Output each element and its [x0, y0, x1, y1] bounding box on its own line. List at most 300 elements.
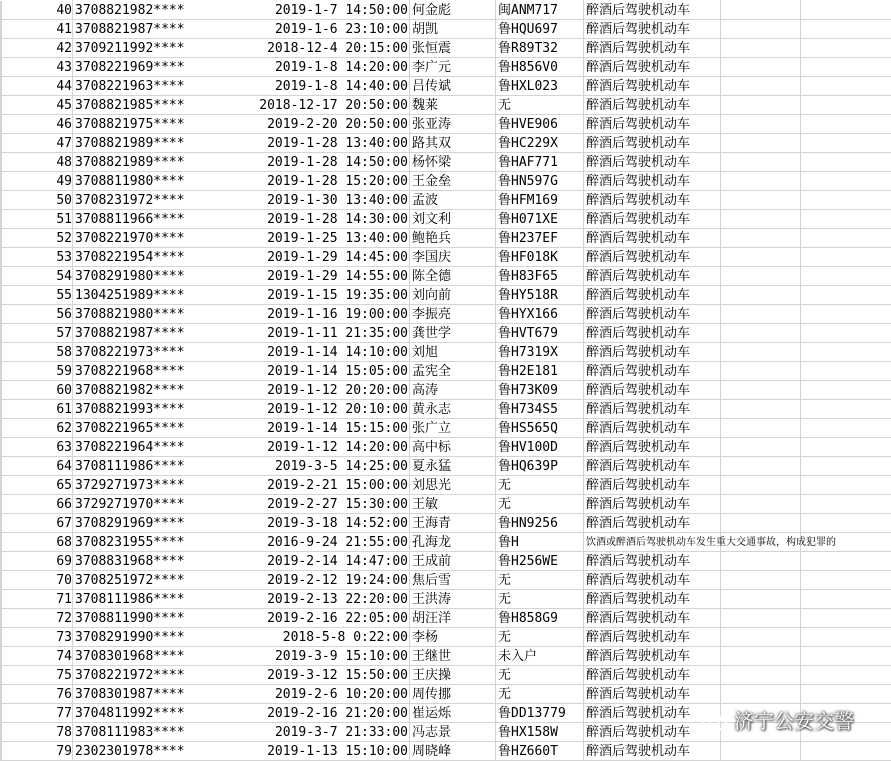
cell-row-number[interactable]: 59	[56, 364, 72, 379]
cell-datetime[interactable]: 2019-2-14 14:47:00	[267, 554, 408, 569]
cell-plate[interactable]: 鲁HYX166	[498, 307, 558, 322]
table-row[interactable]	[0, 115, 891, 134]
cell-id-number[interactable]: 3708301987****	[75, 687, 185, 702]
cell-name[interactable]: 张亚涛	[412, 117, 452, 132]
cell-violation[interactable]: 醉酒后驾驶机动车	[586, 421, 691, 436]
table-row[interactable]	[0, 381, 891, 400]
table-row[interactable]	[0, 96, 891, 115]
cell-id-number[interactable]: 3708821987****	[75, 326, 185, 341]
cell-plate[interactable]: 鲁HN597G	[498, 174, 558, 189]
cell-id-number[interactable]: 3708811980****	[75, 174, 185, 189]
cell-plate[interactable]: 鲁H73K09	[498, 383, 558, 398]
table-row[interactable]	[0, 77, 891, 96]
cell-row-number[interactable]: 48	[56, 155, 72, 170]
cell-plate[interactable]: 闽ANM717	[498, 3, 558, 18]
cell-datetime[interactable]: 2019-1-29 14:55:00	[267, 269, 408, 284]
cell-plate[interactable]: 无	[498, 630, 512, 645]
cell-datetime[interactable]: 2018-5-8 0:22:00	[282, 630, 408, 645]
row-header-edge	[0, 153, 2, 172]
cell-plate[interactable]: 鲁HFM169	[498, 193, 558, 208]
row-header-edge	[0, 39, 2, 58]
cell-id-number[interactable]: 3708291969****	[75, 516, 185, 531]
cell-plate[interactable]: 无	[498, 478, 512, 493]
cell-name[interactable]: 胡凯	[412, 22, 439, 37]
table-row[interactable]	[0, 571, 891, 590]
cell-id-number[interactable]: 3708811990****	[75, 611, 185, 626]
cell-datetime[interactable]: 2019-1-13 15:10:00	[267, 744, 408, 759]
cell-plate[interactable]: 鲁HZ660T	[498, 744, 558, 759]
cell-row-number[interactable]: 56	[56, 307, 72, 322]
table-row[interactable]	[0, 20, 891, 39]
cell-id-number[interactable]: 3708821982****	[75, 3, 185, 18]
cell-violation[interactable]: 醉酒后驾驶机动车	[586, 288, 691, 303]
cell-name[interactable]: 魏莱	[412, 98, 439, 113]
cell-row-number[interactable]: 78	[56, 725, 72, 740]
cell-row-number[interactable]: 44	[56, 79, 72, 94]
table-row[interactable]	[0, 39, 891, 58]
cell-violation[interactable]: 醉酒后驾驶机动车	[586, 402, 691, 417]
row-header-edge	[0, 115, 2, 134]
cell-row-number[interactable]: 67	[56, 516, 72, 531]
cell-name[interactable]: 吕传斌	[412, 79, 452, 94]
cell-plate[interactable]: 鲁HVE906	[498, 117, 558, 132]
cell-name[interactable]: 崔运烁	[412, 706, 452, 721]
row-header-edge	[0, 96, 2, 115]
cell-datetime[interactable]: 2019-1-8 14:40:00	[274, 79, 408, 94]
row-header-edge	[0, 742, 2, 761]
cell-datetime[interactable]: 2019-3-18 14:52:00	[267, 516, 408, 531]
table-row[interactable]	[0, 210, 891, 229]
cell-datetime[interactable]: 2019-3-9 15:10:00	[274, 649, 408, 664]
cell-plate[interactable]: 无	[498, 497, 512, 512]
cell-name[interactable]: 李振亮	[412, 307, 452, 322]
table-row[interactable]	[0, 172, 891, 191]
table-row[interactable]	[0, 343, 891, 362]
cell-row-number[interactable]: 54	[56, 269, 72, 284]
cell-row-number[interactable]: 47	[56, 136, 72, 151]
cell-name[interactable]: 王金垒	[412, 174, 452, 189]
cell-row-number[interactable]: 40	[56, 3, 72, 18]
row-header-edge	[0, 514, 2, 533]
cell-name[interactable]: 王庆操	[412, 668, 452, 683]
cell-name[interactable]: 张广立	[412, 421, 452, 436]
row-header-edge	[0, 400, 2, 419]
cell-violation[interactable]: 醉酒后驾驶机动车	[586, 497, 691, 512]
cell-name[interactable]: 周晓峰	[412, 744, 452, 759]
cell-row-number[interactable]: 53	[56, 250, 72, 265]
cell-datetime[interactable]: 2019-2-12 19:24:00	[267, 573, 408, 588]
cell-id-number[interactable]: 3708821989****	[75, 136, 185, 151]
cell-row-number[interactable]: 77	[56, 706, 72, 721]
cell-violation[interactable]: 醉酒后驾驶机动车	[586, 611, 691, 626]
cell-id-number[interactable]: 3729271970****	[75, 497, 185, 512]
cell-name[interactable]: 孔海龙	[412, 535, 452, 550]
cell-name[interactable]: 李国庆	[412, 250, 452, 265]
cell-violation[interactable]: 醉酒后驾驶机动车	[586, 212, 691, 227]
cell-id-number[interactable]: 3708221965****	[75, 421, 185, 436]
table-row[interactable]	[0, 362, 891, 381]
cell-plate[interactable]: 鲁HVT679	[498, 326, 558, 341]
cell-name[interactable]: 孟波	[412, 193, 439, 208]
cell-name[interactable]: 陈全德	[412, 269, 452, 284]
cell-plate[interactable]: 鲁HV100D	[498, 440, 558, 455]
cell-violation[interactable]: 醉酒后驾驶机动车	[586, 155, 691, 170]
cell-id-number[interactable]: 3708821989****	[75, 155, 185, 170]
cell-row-number[interactable]: 45	[56, 98, 72, 113]
cell-name[interactable]: 冯志景	[412, 725, 452, 740]
cell-datetime[interactable]: 2019-1-7 14:50:00	[274, 3, 408, 18]
cell-plate[interactable]: 鲁H071XE	[498, 212, 558, 227]
cell-violation[interactable]: 醉酒后驾驶机动车	[586, 687, 691, 702]
cell-name[interactable]: 高中标	[412, 440, 452, 455]
cell-id-number[interactable]: 3708111986****	[75, 592, 185, 607]
table-row[interactable]	[0, 134, 891, 153]
cell-name[interactable]: 高涛	[412, 383, 439, 398]
cell-id-number[interactable]: 3708221973****	[75, 345, 185, 360]
cell-id-number[interactable]: 3708821982****	[75, 383, 185, 398]
cell-violation[interactable]: 醉酒后驾驶机动车	[586, 459, 691, 474]
cell-plate[interactable]: 鲁H734S5	[498, 402, 558, 417]
cell-violation[interactable]: 醉酒后驾驶机动车	[586, 706, 691, 721]
table-row[interactable]	[0, 1, 891, 20]
cell-name[interactable]: 刘文利	[412, 212, 452, 227]
cell-datetime[interactable]: 2019-1-16 19:00:00	[267, 307, 408, 322]
cell-name[interactable]: 焦后雪	[412, 573, 452, 588]
cell-plate[interactable]: 鲁HQU697	[498, 22, 558, 37]
cell-datetime[interactable]: 2019-2-27 15:30:00	[267, 497, 408, 512]
cell-violation[interactable]: 醉酒后驾驶机动车	[586, 136, 691, 151]
cell-plate[interactable]: 鲁HX158W	[498, 725, 558, 740]
cell-violation[interactable]: 醉酒后驾驶机动车	[586, 345, 691, 360]
watermark-text: 济宁公安交警	[734, 709, 854, 733]
cell-violation[interactable]: 醉酒后驾驶机动车	[586, 668, 691, 683]
cell-plate[interactable]: 无	[498, 573, 512, 588]
cell-datetime[interactable]: 2019-1-30 13:40:00	[267, 193, 408, 208]
cell-datetime[interactable]: 2019-1-29 14:45:00	[267, 250, 408, 265]
table-row[interactable]	[0, 685, 891, 704]
cell-violation[interactable]: 醉酒后驾驶机动车	[586, 3, 691, 18]
cell-row-number[interactable]: 72	[56, 611, 72, 626]
row-header-edge	[0, 457, 2, 476]
table-row[interactable]	[0, 590, 891, 609]
cell-id-number[interactable]: 3708231955****	[75, 535, 185, 550]
cell-id-number[interactable]: 3708291980****	[75, 269, 185, 284]
table-row[interactable]	[0, 457, 891, 476]
cell-datetime[interactable]: 2019-2-16 22:05:00	[267, 611, 408, 626]
cell-datetime[interactable]: 2019-3-12 15:50:00	[267, 668, 408, 683]
table-row[interactable]	[0, 609, 891, 628]
cell-plate[interactable]: 鲁HF018K	[498, 250, 558, 265]
cell-plate[interactable]: 鲁HS565Q	[498, 421, 558, 436]
cell-datetime[interactable]: 2018-12-17 20:50:00	[259, 98, 408, 113]
cell-name[interactable]: 刘向前	[412, 288, 452, 303]
row-header-edge	[0, 723, 2, 742]
cell-row-number[interactable]: 65	[56, 478, 72, 493]
cell-plate[interactable]: 鲁HC229X	[498, 136, 558, 151]
table-row[interactable]	[0, 286, 891, 305]
cell-datetime[interactable]: 2019-1-28 13:40:00	[267, 136, 408, 151]
cell-row-number[interactable]: 58	[56, 345, 72, 360]
cell-violation[interactable]: 醉酒后驾驶机动车	[586, 478, 691, 493]
cell-plate[interactable]: 鲁H856V0	[498, 60, 558, 75]
cell-plate[interactable]: 鲁HN9256	[498, 516, 558, 531]
cell-datetime[interactable]: 2019-1-15 19:35:00	[267, 288, 408, 303]
cell-violation[interactable]: 醉酒后驾驶机动车	[586, 193, 691, 208]
cell-violation[interactable]: 醉酒后驾驶机动车	[586, 41, 691, 56]
cell-plate[interactable]: 鲁DD13779	[498, 706, 566, 721]
cell-name[interactable]: 王敏	[412, 497, 439, 512]
cell-row-number[interactable]: 60	[56, 383, 72, 398]
cell-datetime[interactable]: 2019-2-13 22:20:00	[267, 592, 408, 607]
cell-row-number[interactable]: 66	[56, 497, 72, 512]
cell-plate[interactable]: 鲁H7319X	[498, 345, 558, 360]
cell-datetime[interactable]: 2019-1-14 15:15:00	[267, 421, 408, 436]
cell-row-number[interactable]: 52	[56, 231, 72, 246]
cell-row-number[interactable]: 75	[56, 668, 72, 683]
cell-violation[interactable]: 醉酒后驾驶机动车	[586, 174, 691, 189]
table-row[interactable]	[0, 324, 891, 343]
cell-violation[interactable]: 醉酒后驾驶机动车	[586, 307, 691, 322]
cell-violation[interactable]: 醉酒后驾驶机动车	[586, 117, 691, 132]
cell-plate[interactable]: 无	[498, 668, 512, 683]
cell-name[interactable]: 鲍艳兵	[412, 231, 452, 246]
cell-plate[interactable]: 无	[498, 592, 512, 607]
table-row[interactable]	[0, 248, 891, 267]
cell-id-number[interactable]: 3708221972****	[75, 668, 185, 683]
cell-violation[interactable]: 醉酒后驾驶机动车	[586, 98, 691, 113]
table-row[interactable]	[0, 666, 891, 685]
cell-id-number[interactable]: 3708221963****	[75, 79, 185, 94]
cell-datetime[interactable]: 2019-1-14 15:05:00	[267, 364, 408, 379]
cell-id-number[interactable]: 3708831968****	[75, 554, 185, 569]
cell-violation[interactable]: 醉酒后驾驶机动车	[586, 649, 691, 664]
cell-name[interactable]: 王成前	[412, 554, 452, 569]
cell-name[interactable]: 孟宪全	[412, 364, 452, 379]
cell-plate[interactable]: 鲁H237EF	[498, 231, 558, 246]
cell-name[interactable]: 王继世	[412, 649, 452, 664]
table-row[interactable]	[0, 628, 891, 647]
table-row[interactable]	[0, 438, 891, 457]
cell-plate[interactable]: 无	[498, 687, 512, 702]
cell-datetime[interactable]: 2019-1-12 20:10:00	[267, 402, 408, 417]
row-header-edge	[0, 571, 2, 590]
cell-row-number[interactable]: 64	[56, 459, 72, 474]
table-row[interactable]	[0, 229, 891, 248]
cell-row-number[interactable]: 79	[56, 744, 72, 759]
row-header-edge	[0, 552, 2, 571]
cell-datetime[interactable]: 2019-1-12 20:20:00	[267, 383, 408, 398]
cell-violation[interactable]: 醉酒后驾驶机动车	[586, 573, 691, 588]
cell-id-number[interactable]: 3708221954****	[75, 250, 185, 265]
cell-id-number[interactable]: 3708111983****	[75, 725, 185, 740]
cell-plate[interactable]: 鲁H858G9	[498, 611, 558, 626]
cell-id-number[interactable]: 3708111986****	[75, 459, 185, 474]
row-header-edge	[0, 362, 2, 381]
cell-row-number[interactable]: 41	[56, 22, 72, 37]
cell-name[interactable]: 周传挪	[412, 687, 452, 702]
table-row[interactable]	[0, 533, 891, 552]
cell-plate[interactable]: 未入户	[498, 649, 538, 664]
cell-id-number[interactable]: 3709211992****	[75, 41, 185, 56]
row-header-edge	[0, 647, 2, 666]
cell-violation[interactable]: 醉酒后驾驶机动车	[586, 440, 691, 455]
cell-row-number[interactable]: 62	[56, 421, 72, 436]
cell-datetime[interactable]: 2019-1-12 14:20:00	[267, 440, 408, 455]
cell-row-number[interactable]: 74	[56, 649, 72, 664]
cell-datetime[interactable]: 2019-1-28 14:30:00	[267, 212, 408, 227]
cell-id-number[interactable]: 3708821993****	[75, 402, 185, 417]
cell-plate[interactable]: 鲁H2E181	[498, 364, 558, 379]
cell-name[interactable]: 胡汪洋	[412, 611, 452, 626]
cell-row-number[interactable]: 70	[56, 573, 72, 588]
cell-row-number[interactable]: 61	[56, 402, 72, 417]
cell-violation[interactable]: 饮酒或醉酒后驾驶机动车发生重大交通事故，构成犯罪的	[586, 537, 836, 548]
cell-name[interactable]: 张恒震	[412, 41, 452, 56]
cell-datetime[interactable]: 2019-2-21 15:00:00	[267, 478, 408, 493]
cell-datetime[interactable]: 2019-1-25 13:40:00	[267, 231, 408, 246]
cell-datetime[interactable]: 2019-1-14 14:10:00	[267, 345, 408, 360]
cell-datetime[interactable]: 2019-3-5 14:25:00	[274, 459, 408, 474]
row-header-edge	[0, 685, 2, 704]
cell-name[interactable]: 路其双	[412, 136, 452, 151]
cell-id-number[interactable]: 3708821975****	[75, 117, 185, 132]
cell-row-number[interactable]: 46	[56, 117, 72, 132]
cell-row-number[interactable]: 57	[56, 326, 72, 341]
cell-row-number[interactable]: 42	[56, 41, 72, 56]
table-row[interactable]	[0, 400, 891, 419]
cell-row-number[interactable]: 73	[56, 630, 72, 645]
cell-id-number[interactable]: 3708291990****	[75, 630, 185, 645]
cell-datetime[interactable]: 2019-1-11 21:35:00	[267, 326, 408, 341]
row-header-edge	[0, 134, 2, 153]
cell-datetime[interactable]: 2019-2-20 20:50:00	[267, 117, 408, 132]
cell-datetime[interactable]: 2018-12-4 20:15:00	[267, 41, 408, 56]
cell-plate[interactable]: 鲁HAF771	[498, 155, 558, 170]
table-row[interactable]	[0, 267, 891, 286]
row-header-edge	[0, 590, 2, 609]
cell-plate[interactable]: 鲁HQ639P	[498, 459, 558, 474]
cell-plate[interactable]: 无	[498, 98, 512, 113]
cell-name[interactable]: 刘旭	[412, 345, 439, 360]
cell-name[interactable]: 黄永志	[412, 402, 452, 417]
cell-row-number[interactable]: 71	[56, 592, 72, 607]
cell-row-number[interactable]: 51	[56, 212, 72, 227]
cell-name[interactable]: 王海青	[412, 516, 452, 531]
cell-violation[interactable]: 醉酒后驾驶机动车	[586, 725, 691, 740]
table-row[interactable]	[0, 419, 891, 438]
cell-id-number[interactable]: 3708231972****	[75, 193, 185, 208]
cell-plate[interactable]: 鲁H	[498, 535, 519, 550]
cell-violation[interactable]: 醉酒后驾驶机动车	[586, 60, 691, 75]
cell-name[interactable]: 龚世学	[412, 326, 452, 341]
cell-row-number[interactable]: 68	[56, 535, 72, 550]
cell-violation[interactable]: 醉酒后驾驶机动车	[586, 744, 691, 759]
cell-id-number[interactable]: 2302301978****	[75, 744, 185, 759]
row-header-edge	[0, 476, 2, 495]
cell-violation[interactable]: 醉酒后驾驶机动车	[586, 326, 691, 341]
cell-violation[interactable]: 醉酒后驾驶机动车	[586, 269, 691, 284]
cell-plate[interactable]: 鲁HXL023	[498, 79, 558, 94]
table-row[interactable]	[0, 476, 891, 495]
row-header-edge	[0, 248, 2, 267]
cell-id-number[interactable]: 3708251972****	[75, 573, 185, 588]
cell-id-number[interactable]: 1304251989****	[75, 288, 185, 303]
table-row[interactable]	[0, 495, 891, 514]
cell-name[interactable]: 王洪涛	[412, 592, 452, 607]
cell-violation[interactable]: 醉酒后驾驶机动车	[586, 516, 691, 531]
cell-row-number[interactable]: 50	[56, 193, 72, 208]
cell-id-number[interactable]: 3708221964****	[75, 440, 185, 455]
cell-datetime[interactable]: 2019-1-8 14:20:00	[274, 60, 408, 75]
cell-violation[interactable]: 醉酒后驾驶机动车	[586, 383, 691, 398]
cell-violation[interactable]: 醉酒后驾驶机动车	[586, 554, 691, 569]
cell-row-number[interactable]: 69	[56, 554, 72, 569]
cell-id-number[interactable]: 3708821980****	[75, 307, 185, 322]
table-row[interactable]	[0, 305, 891, 324]
cell-datetime[interactable]: 2019-1-28 14:50:00	[267, 155, 408, 170]
cell-row-number[interactable]: 76	[56, 687, 72, 702]
cell-violation[interactable]: 醉酒后驾驶机动车	[586, 79, 691, 94]
table-row[interactable]	[0, 647, 891, 666]
cell-datetime[interactable]: 2019-2-6 10:20:00	[274, 687, 408, 702]
table-row[interactable]	[0, 552, 891, 571]
cell-name[interactable]: 刘思光	[412, 478, 452, 493]
cell-name[interactable]: 李广元	[412, 60, 452, 75]
cell-id-number[interactable]: 3708221970****	[75, 231, 185, 246]
cell-id-number[interactable]: 3708821985****	[75, 98, 185, 113]
table-row[interactable]	[0, 153, 891, 172]
cell-id-number[interactable]: 3729271973****	[75, 478, 185, 493]
cell-violation[interactable]: 醉酒后驾驶机动车	[586, 250, 691, 265]
cell-violation[interactable]: 醉酒后驾驶机动车	[586, 364, 691, 379]
cell-name[interactable]: 李杨	[412, 630, 439, 645]
cell-violation[interactable]: 醉酒后驾驶机动车	[586, 231, 691, 246]
row-header-edge	[0, 381, 2, 400]
table-row[interactable]	[0, 58, 891, 77]
cell-datetime[interactable]: 2019-1-6 23:10:00	[274, 22, 408, 37]
cell-row-number[interactable]: 49	[56, 174, 72, 189]
cell-datetime[interactable]: 2019-3-7 21:33:00	[274, 725, 408, 740]
cell-plate[interactable]: 鲁R89T32	[498, 41, 558, 56]
cell-name[interactable]: 杨怀梁	[412, 155, 452, 170]
cell-id-number[interactable]: 3708821987****	[75, 22, 185, 37]
cell-name[interactable]: 何金彪	[412, 3, 452, 18]
cell-id-number[interactable]: 3708221969****	[75, 60, 185, 75]
cell-plate[interactable]: 鲁H256WE	[498, 554, 558, 569]
cell-row-number[interactable]: 43	[56, 60, 72, 75]
cell-plate[interactable]: 鲁HY518R	[498, 288, 558, 303]
table-row[interactable]	[0, 514, 891, 533]
table-row[interactable]	[0, 742, 891, 761]
cell-id-number[interactable]: 3708811966****	[75, 212, 185, 227]
cell-id-number[interactable]: 3708221968****	[75, 364, 185, 379]
cell-violation[interactable]: 醉酒后驾驶机动车	[586, 22, 691, 37]
cell-plate[interactable]: 鲁H83F65	[498, 269, 558, 284]
cell-datetime[interactable]: 2019-2-16 21:20:00	[267, 706, 408, 721]
table-row[interactable]	[0, 191, 891, 210]
cell-datetime[interactable]: 2016-9-24 21:55:00	[267, 535, 408, 550]
cell-id-number[interactable]: 3704811992****	[75, 706, 185, 721]
cell-name[interactable]: 夏永猛	[412, 459, 452, 474]
row-header-edge	[0, 1, 2, 20]
row-header-edge	[0, 267, 2, 286]
cell-datetime[interactable]: 2019-1-28 15:20:00	[267, 174, 408, 189]
cell-row-number[interactable]: 63	[56, 440, 72, 455]
cell-id-number[interactable]: 3708301968****	[75, 649, 185, 664]
cell-violation[interactable]: 醉酒后驾驶机动车	[586, 630, 691, 645]
cell-row-number[interactable]: 55	[56, 288, 72, 303]
cell-violation[interactable]: 醉酒后驾驶机动车	[586, 592, 691, 607]
